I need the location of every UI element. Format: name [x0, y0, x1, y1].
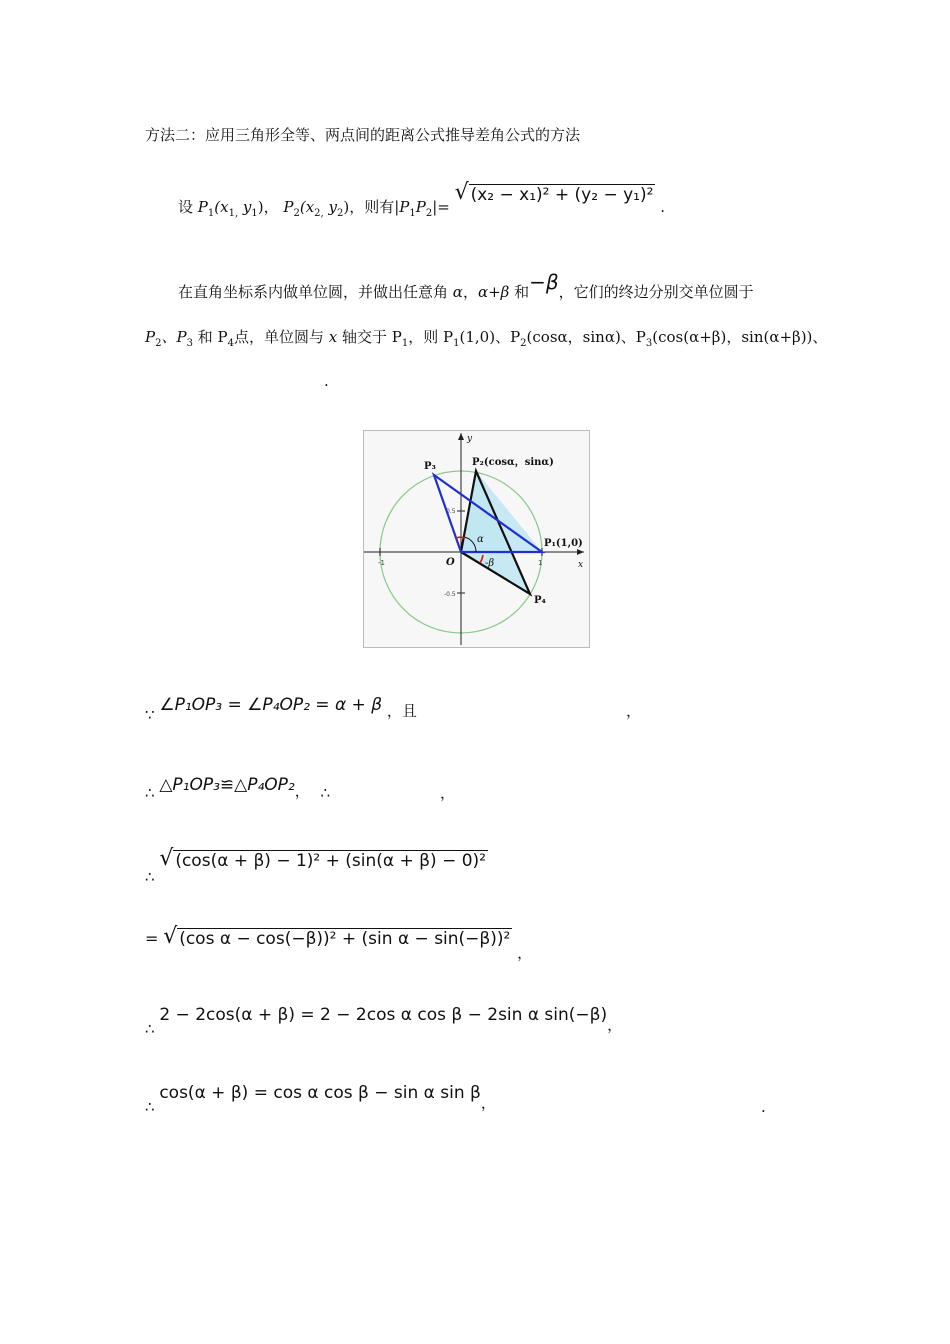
therefore-symbol: ∴ — [145, 1020, 155, 1038]
equals-sign: = — [145, 929, 159, 948]
text: (cosα，sinα)、P — [526, 328, 646, 346]
stray-dot: . — [324, 372, 329, 390]
text: P — [145, 328, 156, 346]
points-line — [145, 326, 827, 349]
text: y — [323, 198, 337, 216]
sqrt-expression — [163, 928, 512, 949]
text: (x — [214, 198, 229, 216]
text: 1 — [251, 208, 258, 219]
text: 轴交于 P — [342, 328, 402, 346]
equation-congruent — [145, 774, 331, 802]
therefore-symbol: ∴ — [145, 1098, 155, 1116]
text: ， — [294, 782, 310, 800]
equation-result — [145, 1082, 496, 1116]
math-expression: ∠P₁OP₃ = ∠P₄OP₂ = α + β — [159, 695, 383, 715]
text: 1, — [228, 208, 239, 219]
text: . — [660, 198, 665, 216]
math-expression: (cos(α + β) − 1)² + (sin(α + β) − 0)² — [175, 851, 486, 871]
text: ，且 — [386, 702, 417, 720]
unit-circle-diagram — [364, 431, 589, 647]
text: ， — [462, 283, 478, 301]
y-axis-label: y — [467, 434, 473, 444]
text: x — [328, 328, 338, 346]
text: 和 P — [197, 328, 228, 346]
therefore-symbol: ∴ — [320, 784, 331, 802]
tick-label-neg-x: -1 — [378, 559, 385, 567]
text: ， — [607, 1016, 623, 1034]
sqrt-expression — [159, 850, 488, 871]
alpha-label: α — [477, 534, 484, 545]
text: y — [238, 198, 252, 216]
text: )， — [257, 198, 279, 216]
math-expression: 2 − 2cos(α + β) = 2 − 2cos α cos β − 2sin α sin(−β) — [159, 1005, 608, 1025]
text: 2 — [520, 338, 527, 349]
origin-label: O — [446, 557, 455, 568]
text: 2 — [293, 208, 300, 219]
text: (cos(α+β)，sin(α+β))、 — [652, 328, 828, 346]
text: ，则 P — [408, 328, 454, 346]
text: 点，单位圆与 — [233, 328, 324, 346]
text: 3 — [186, 338, 193, 349]
text: 在直角坐标系内做单位圆，并做出任意角 — [178, 283, 449, 301]
math-expression: △P₁OP₃≌△P₄OP₂ — [159, 775, 295, 795]
section-heading: 方法二：应用三角形全等、两点间的距离公式推导差角公式的方法 — [145, 126, 581, 144]
because-symbol: ∵ — [145, 706, 155, 724]
x-axis-label: x — [578, 560, 584, 570]
angle-beta-arc-upper — [456, 537, 465, 538]
distance-formula-line — [178, 185, 665, 219]
equation-expanded — [145, 1004, 623, 1038]
text: 1 — [453, 338, 460, 349]
text: α+β — [477, 283, 510, 301]
tick-label-pos-y: 0.5 — [446, 508, 456, 515]
tick-label-pos-x: 1 — [538, 559, 543, 567]
text: 2 — [425, 208, 433, 219]
text: |= — [432, 198, 450, 216]
p1-label: P₁(1,0) — [544, 538, 583, 549]
math-expression: (cos α − cos(−β))² + (sin α − sin(−β))² — [179, 929, 511, 949]
text: ， — [480, 1094, 496, 1112]
unit-circle-figure — [363, 430, 590, 648]
tick-label-neg-y: -0.5 — [444, 591, 456, 598]
trailing-comma: ， — [440, 784, 456, 802]
math-expression: cos(α + β) = cos α cos β − sin α sin β — [159, 1083, 481, 1103]
therefore-symbol: ∴ — [145, 784, 155, 802]
formula: (x₂ − x₁)² + (y₂ − y₁)² — [470, 185, 654, 205]
equation-distance-left — [145, 850, 488, 886]
text: ， — [517, 944, 533, 962]
equation-angles — [145, 694, 417, 724]
text: 2 — [336, 208, 344, 219]
text: P — [197, 198, 208, 216]
unit-circle-line — [178, 270, 754, 302]
text: 3 — [645, 338, 653, 349]
text: (1,0)、P — [459, 328, 521, 346]
text: 2, — [314, 208, 324, 219]
beta-label: -β — [485, 558, 495, 569]
text: 和 — [514, 283, 530, 301]
text: 4 — [227, 338, 234, 349]
therefore-symbol: ∴ — [145, 868, 155, 886]
text: ，它们的终边分别交单位圆于 — [558, 283, 754, 301]
text: P — [283, 198, 294, 216]
text: 、P — [161, 328, 187, 346]
p4-label: P₄ — [534, 595, 546, 606]
neg-beta: −β — [529, 270, 559, 294]
p3-label: P₃ — [424, 461, 436, 472]
trailing-comma: ， — [626, 702, 642, 720]
text: 2 — [155, 338, 162, 349]
text: P — [415, 198, 426, 216]
text: (x — [299, 198, 315, 216]
text: 1 — [409, 208, 416, 219]
text: 1 — [207, 208, 215, 219]
text: α — [452, 283, 463, 301]
equation-distance-right — [145, 928, 533, 962]
text: P — [399, 198, 410, 216]
text: 1 — [401, 338, 409, 349]
trailing-dot: . — [761, 1098, 766, 1116]
p2-label: P₂(cosα，sinα) — [472, 457, 554, 468]
sqrt-formula — [455, 184, 656, 205]
text: 设 — [178, 198, 194, 216]
text: )，则有| — [343, 198, 400, 216]
